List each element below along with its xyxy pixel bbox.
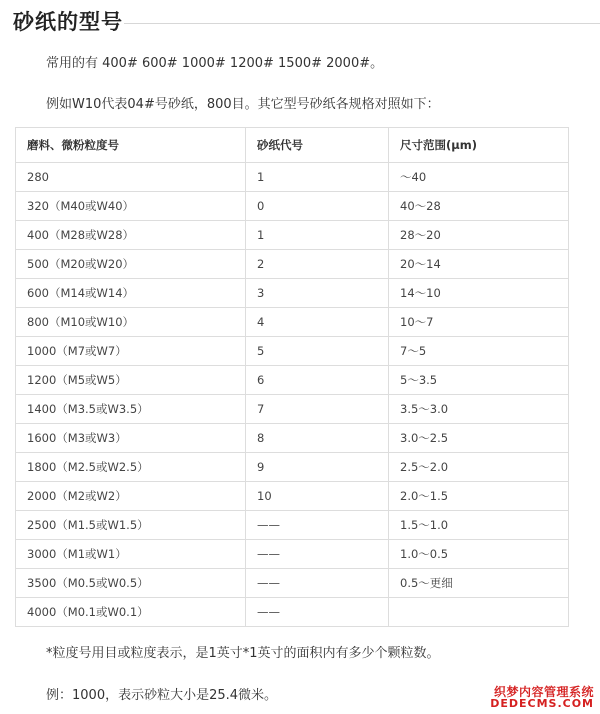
table-header-row: [16, 128, 569, 163]
cell-grit: 1600（M3或W3）: [16, 424, 246, 453]
cell-size: 5～3.5: [389, 366, 569, 395]
cell-code: 2: [246, 250, 389, 279]
column-header-size: 尺寸范围(μm): [389, 128, 569, 163]
cell-grit: 320（M40或W40）: [16, 192, 246, 221]
cell-code: 6: [246, 366, 389, 395]
table-row: [16, 482, 569, 511]
cell-size: 7～5: [389, 337, 569, 366]
watermark-domain: DEDECMS.COM: [490, 697, 594, 711]
table-row: [16, 366, 569, 395]
table-row: [16, 163, 569, 192]
table-row: [16, 337, 569, 366]
cell-code: ——: [246, 540, 389, 569]
cell-size: ～40: [389, 163, 569, 192]
table-row: [16, 511, 569, 540]
table-row: [16, 192, 569, 221]
table-row: [16, 221, 569, 250]
cell-size: 2.0～1.5: [389, 482, 569, 511]
cell-grit: 3500（M0.5或W0.5）: [16, 569, 246, 598]
cell-grit: 1200（M5或W5）: [16, 366, 246, 395]
cell-code: 1: [246, 163, 389, 192]
cell-grit: 1400（M3.5或W3.5）: [16, 395, 246, 424]
cell-size: 20～14: [389, 250, 569, 279]
cell-size: 3.0～2.5: [389, 424, 569, 453]
site-watermark: [490, 686, 594, 710]
cell-code: ——: [246, 569, 389, 598]
cell-size: 10～7: [389, 308, 569, 337]
table-row: [16, 453, 569, 482]
grit-size-table: [15, 127, 569, 627]
cell-size: [389, 598, 569, 627]
title-divider: [124, 23, 600, 24]
note-definition: *粒度号用目或粒度表示，是1英寸*1英寸的面积内有多少个颗粒数。: [46, 646, 440, 661]
cell-grit: 800（M10或W10）: [16, 308, 246, 337]
cell-size: 3.5～3.0: [389, 395, 569, 424]
cell-grit: 2000（M2或W2）: [16, 482, 246, 511]
column-header-code: 砂纸代号: [246, 128, 389, 163]
table-row: [16, 598, 569, 627]
cell-code: 9: [246, 453, 389, 482]
cell-code: 8: [246, 424, 389, 453]
cell-size: 2.5～2.0: [389, 453, 569, 482]
cell-size: 1.5～1.0: [389, 511, 569, 540]
cell-size: 0.5～更细: [389, 569, 569, 598]
cell-grit: 400（M28或W28）: [16, 221, 246, 250]
cell-grit: 500（M20或W20）: [16, 250, 246, 279]
cell-code: ——: [246, 598, 389, 627]
cell-code: 7: [246, 395, 389, 424]
intro-paragraph-example: 例如W10代表04#号砂纸，800目。其它型号砂纸各规格对照如下：: [46, 97, 440, 112]
cell-code: 10: [246, 482, 389, 511]
table-row: [16, 279, 569, 308]
cell-code: ——: [246, 511, 389, 540]
page-title: 砂纸的型号: [13, 10, 123, 34]
cell-grit: 4000（M0.1或W0.1）: [16, 598, 246, 627]
intro-paragraph-common: 常用的有 400# 600# 1000# 1200# 1500# 2000#。: [46, 56, 384, 71]
cell-grit: 600（M14或W14）: [16, 279, 246, 308]
cell-grit: 1800（M2.5或W2.5）: [16, 453, 246, 482]
table-row: [16, 424, 569, 453]
note-example: 例：1000，表示砂粒大小是25.4微米。: [46, 688, 278, 703]
table-row: [16, 308, 569, 337]
table-row: [16, 395, 569, 424]
cell-code: 3: [246, 279, 389, 308]
table-row: [16, 540, 569, 569]
cell-grit: 3000（M1或W1）: [16, 540, 246, 569]
cell-size: 1.0～0.5: [389, 540, 569, 569]
cell-grit: 2500（M1.5或W1.5）: [16, 511, 246, 540]
cell-grit: 1000（M7或W7）: [16, 337, 246, 366]
cell-code: 5: [246, 337, 389, 366]
cell-size: 14～10: [389, 279, 569, 308]
cell-code: 1: [246, 221, 389, 250]
cell-grit: 280: [16, 163, 246, 192]
cell-code: 4: [246, 308, 389, 337]
column-header-grit: 磨料、微粉粒度号: [16, 128, 246, 163]
table-row: [16, 569, 569, 598]
watermark-title: 织梦内容管理系统: [493, 684, 594, 699]
cell-size: 40～28: [389, 192, 569, 221]
cell-size: 28～20: [389, 221, 569, 250]
table-body: [16, 163, 569, 627]
cell-code: 0: [246, 192, 389, 221]
table-row: [16, 250, 569, 279]
